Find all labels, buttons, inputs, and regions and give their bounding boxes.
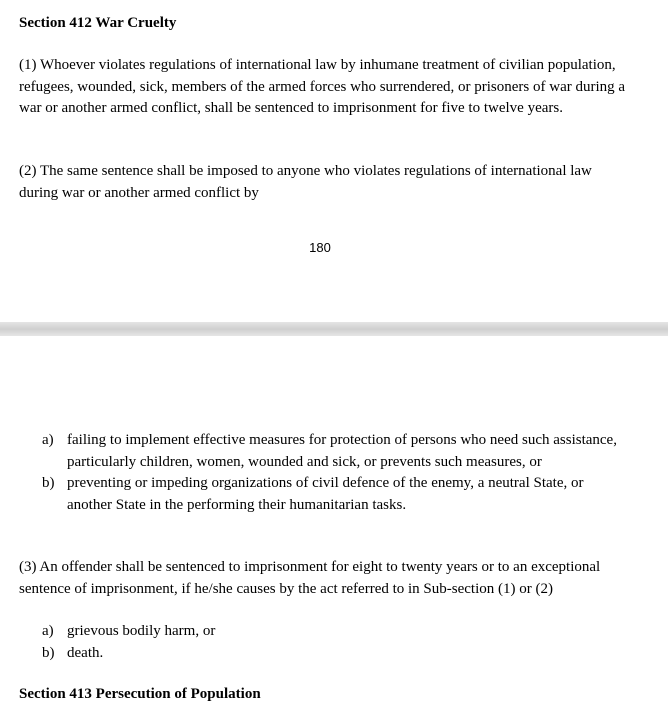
- list-item: [42, 473, 632, 516]
- list-item-text: preventing or impeding organizations of civil defence of the enemy, a neutral State, or another State in the performing their humanitarian tasks.: [67, 475, 584, 513]
- subsection-3-paragraph: (3) An offender shall be sentenced to imprisonment for eight to twenty years or to an exceptional sentence of imprisonment, if he/she causes by the act referred to in Sub-section (1) or (2): [19, 559, 601, 597]
- list-marker: b): [42, 644, 55, 661]
- list-item-text: grievous bodily harm, or: [67, 623, 216, 639]
- list-item: [42, 621, 632, 643]
- list-marker: a): [42, 623, 54, 639]
- section-413-heading: Section 413 Persecution of Population: [19, 686, 261, 702]
- subsection-1-paragraph: (1) Whoever violates regulations of international law by inhumane treatment of civilian population, refugees, wounded, sick, members of the armed forces who surrendered, or prisoners of war during a war or another armed conflict, shall be sentenced to imprisonment for five to twelve years.: [19, 57, 626, 116]
- page-number: 180: [309, 240, 331, 255]
- list-marker: b): [42, 475, 55, 491]
- list-item-text: death.: [67, 644, 104, 661]
- list-item: [42, 643, 632, 665]
- subsection-2-list: [42, 430, 632, 516]
- subsection-2-paragraph: (2) The same sentence shall be imposed to anyone who violates regulations of international law during war or another armed conflict by: [19, 163, 592, 201]
- subsection-3-list: [42, 621, 632, 664]
- list-marker: a): [42, 432, 54, 448]
- list-item-text: failing to implement effective measures for protection of persons who need such assistance, particularly children, women, wounded and sick, or prevents such measures, or: [67, 432, 617, 470]
- list-item: [42, 430, 632, 473]
- page-separator: [0, 322, 668, 336]
- section-412-heading: Section 412 War Cruelty: [19, 15, 177, 31]
